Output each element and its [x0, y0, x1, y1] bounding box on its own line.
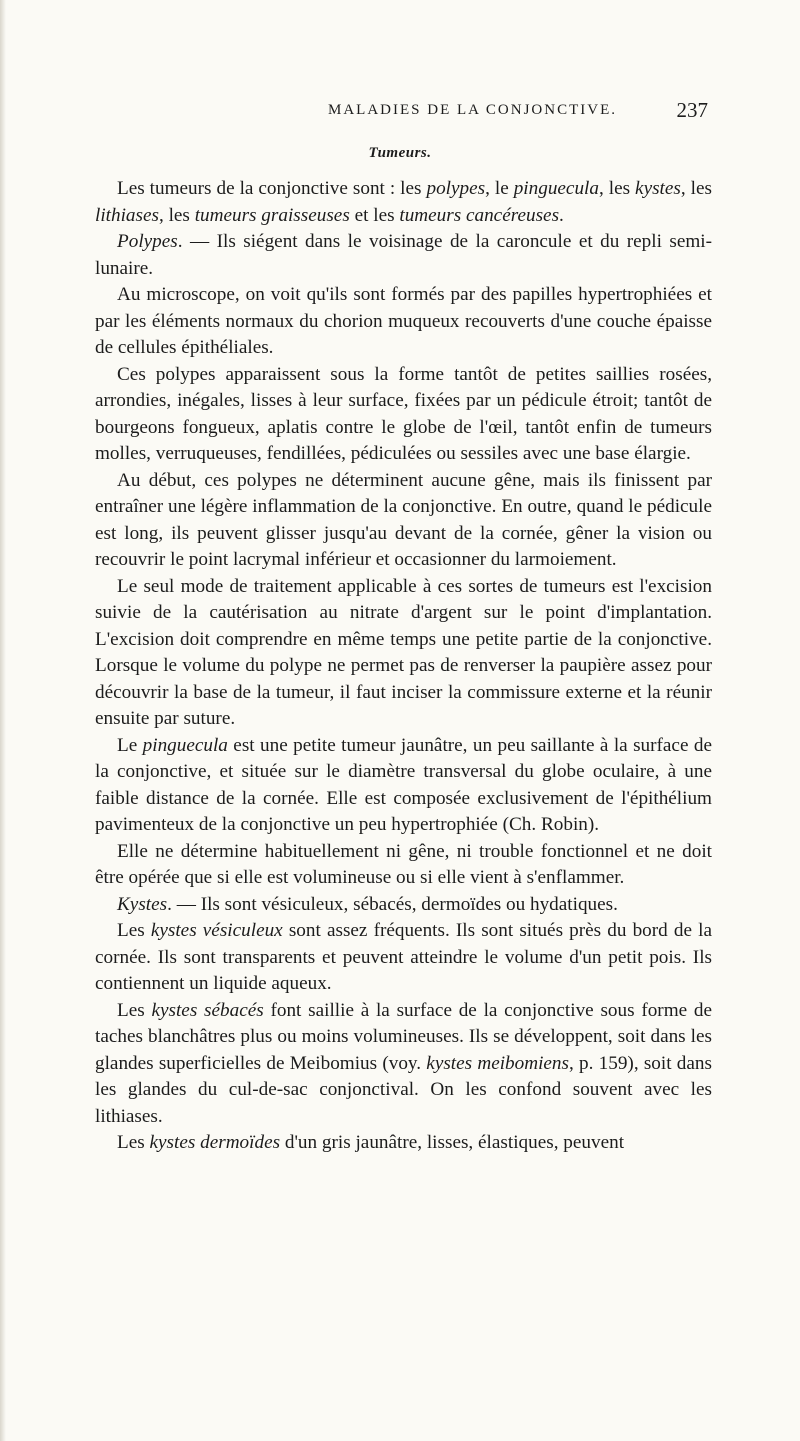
paragraph-kystes-sebaces: Les kystes sébacés font saillie à la surface de la conjonctive sous forme de taches blanchâtres plus ou moins volumineuses. Ils se développent, soit dans les glandes superficielles de Meibomius (voy. kystes meibomiens, p. 159), soit dans les glandes du cul-de-sac conjonctival. On les confond souvent avec les lithiases. — [95, 999, 712, 1127]
paragraph-pinguecula-gene: Elle ne détermine habituellement ni gêne, ni trouble fonctionnel et ne doit être opérée que si elle est volumineuse ou si elle vient à s'enflammer. — [95, 840, 712, 888]
body-text — [95, 176, 712, 1157]
paragraph-polypes: Polypes. — Ils siégent dans le voisinage de la caroncule et du repli semi-lunaire. — [95, 231, 712, 279]
paragraph-kystes: Kystes. — Ils sont vésiculeux, sébacés, dermoïdes ou hydatiques. — [117, 893, 618, 915]
paragraph-microscope: Au microscope, on voit qu'ils sont formés par des papilles hypertrophiées et par les éléments normaux du chorion muqueux recouverts d'une couche épaisse de cellules épithéliales. — [95, 284, 712, 358]
page-number: 237 — [676, 98, 708, 122]
scan-edge-shadow — [0, 0, 6, 1441]
paragraph-pinguecula: Le pinguecula est une petite tumeur jaunâtre, un peu saillante à la surface de la conjonctive, et située sur le diamètre transversal du globe oculaire, à une faible distance de la cornée. Elle est composée exclusivement de l'épithélium pavimenteux de la conjonctive un peu hypertrophiée (Ch. Robin). — [95, 734, 712, 835]
paragraph-traitement: Le seul mode de traitement applicable à ces sortes de tumeurs est l'excision suivie de la cautérisation au nitrate d'argent sur le point d'implantation. L'excision doit comprendre en même temps une petite partie de la conjonctive. Lorsque le volume du polype ne permet pas de renverser la paupière assez pour découvrir la base de la tumeur, il faut inciser la commissure externe et la réunir ensuite par suture. — [95, 575, 712, 729]
paragraph-kystes-vesiculeux: Les kystes vésiculeux sont assez fréquents. Ils sont situés près du bord de la cornée. Ils sont transparents et peuvent atteindre le volume d'un petit pois. Ils contiennent un liquide aqueux. — [95, 920, 712, 994]
paragraph-intro: Les tumeurs de la conjonctive sont : les polypes, le pinguecula, les kystes, les lithiases, les tumeurs graisseuses et les tumeurs cancéreuses. — [95, 178, 712, 226]
paragraph-kystes-dermoides: Les kystes dermoïdes d'un gris jaunâtre, lisses, élastiques, peuvent — [117, 1132, 625, 1153]
section-title: Tumeurs. — [368, 145, 432, 161]
running-title: MALADIES DE LA CONJONCTIVE. — [328, 102, 617, 118]
paragraph-polypes-debut: Au début, ces polypes ne déterminent aucune gêne, mais ils finissent par entraîner une légère inflammation de la conjonctive. En outre, quand le pédicule est long, ils peuvent glisser jusqu'au devant de la cornée, gêner la vision ou recouvrir le point lacrymal inférieur et occasionner du larmoiement. — [95, 469, 712, 570]
paragraph-polypes-forme: Ces polypes apparaissent sous la forme tantôt de petites saillies rosées, arrondies, inégales, lisses à leur surface, fixées par un pédicule étroit; tantôt de bourgeons fongueux, aplatis contre le globe de l'œil, tantôt enfin de tumeurs molles, verruqueuses, fendillées, pédiculées ou sessiles avec une base élargie. — [95, 363, 712, 464]
